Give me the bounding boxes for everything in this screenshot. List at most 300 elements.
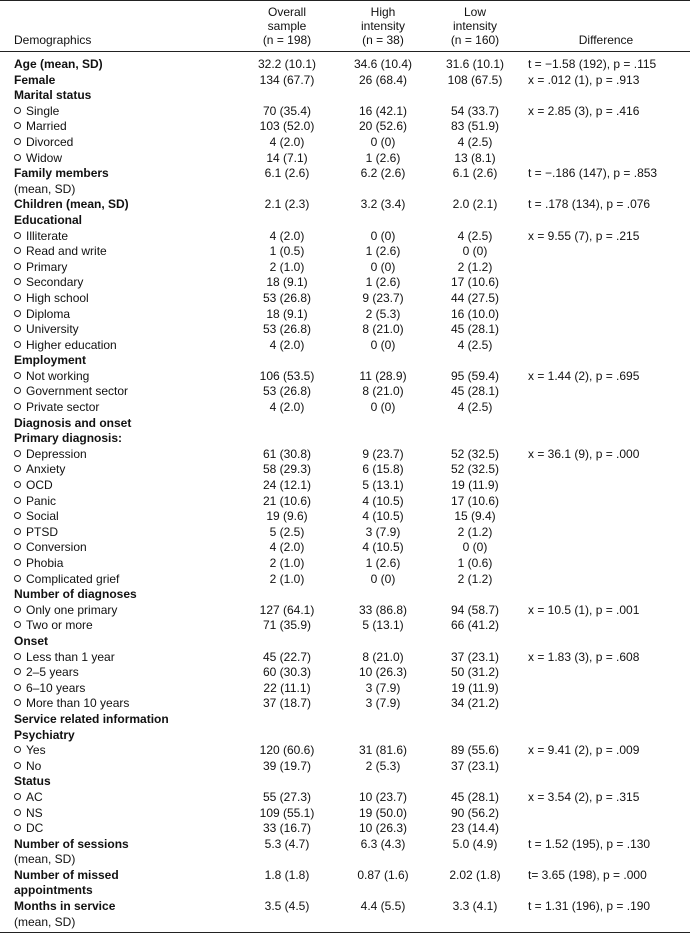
- low-intensity-value: 45 (28.1): [450, 322, 500, 337]
- low-intensity-value: 95 (59.4): [450, 368, 500, 383]
- difference-value: [522, 431, 690, 447]
- row-label: Read and write: [0, 244, 236, 260]
- high-intensity-value: 33 (86.8): [358, 602, 408, 617]
- difference-value: [522, 634, 690, 650]
- low-intensity-value: 45 (28.1): [450, 384, 500, 399]
- overall-value: [236, 353, 338, 369]
- table-row: [0, 572, 690, 588]
- overall-value: 103 (52.0): [259, 119, 315, 134]
- table-row: [0, 260, 690, 276]
- row-label: PTSD: [0, 525, 236, 541]
- low-intensity-value: [428, 728, 522, 744]
- high-intensity-value: [338, 587, 428, 603]
- overall-value: 2.1 (2.3): [264, 197, 310, 212]
- bullet-circle-icon: [14, 762, 21, 769]
- high-intensity-value: [338, 634, 428, 650]
- table-row: [0, 634, 690, 650]
- table-row: [0, 291, 690, 307]
- difference-value: [522, 119, 690, 135]
- row-label: Age (mean, SD): [14, 57, 103, 71]
- row-label: Number of missed appointments: [14, 867, 119, 898]
- table-row: [0, 743, 690, 759]
- row-label: Private sector: [0, 400, 236, 416]
- high-intensity-value: 20 (52.6): [358, 119, 408, 134]
- difference-value: [522, 478, 690, 494]
- table-row: [0, 806, 690, 822]
- table-row: [0, 52, 690, 73]
- bullet-circle-icon: [14, 450, 21, 457]
- row-label: More than 10 years: [0, 696, 236, 712]
- low-intensity-value: 23 (14.4): [450, 821, 500, 836]
- table-row: [0, 821, 690, 837]
- bullet-circle-icon: [14, 621, 21, 628]
- high-intensity-value: 10 (26.3): [358, 821, 408, 836]
- overall-value: 4 (2.0): [269, 540, 305, 555]
- overall-value: 2 (1.0): [269, 556, 305, 570]
- bullet-circle-icon: [14, 310, 21, 317]
- difference-value: [522, 322, 690, 338]
- bullet-circle-icon: [14, 107, 21, 114]
- high-intensity-value: [338, 213, 428, 229]
- low-intensity-value: 2 (1.2): [457, 259, 493, 274]
- table-row: [0, 166, 690, 197]
- overall-value: 21 (10.6): [262, 493, 312, 508]
- row-label: Anxiety: [0, 462, 236, 478]
- header-overall: Overall sample (n = 198): [236, 1, 338, 52]
- row-label: NS: [0, 806, 236, 822]
- bullet-circle-icon: [14, 138, 21, 145]
- table-row: [0, 525, 690, 541]
- overall-value: 18 (9.1): [266, 275, 308, 290]
- table-row: [0, 618, 690, 634]
- table-row: [0, 774, 690, 790]
- row-label: No: [0, 759, 236, 775]
- difference-value: x = 2.85 (3), p = .416: [528, 103, 640, 118]
- difference-value: [522, 759, 690, 775]
- high-intensity-value: 0 (0): [370, 337, 396, 352]
- row-label: AC: [0, 790, 236, 806]
- row-label: Panic: [0, 494, 236, 510]
- table-row: [0, 696, 690, 712]
- high-intensity-value: 19 (50.0): [358, 805, 408, 820]
- high-intensity-value: 1 (2.6): [365, 556, 401, 570]
- header-demographics: Demographics: [0, 1, 236, 52]
- row-label: Secondary: [0, 275, 236, 291]
- row-label: Marital status: [14, 88, 92, 103]
- low-intensity-value: 15 (9.4): [454, 509, 496, 524]
- low-intensity-value: 0 (0): [462, 540, 488, 555]
- bullet-circle-icon: [14, 809, 21, 816]
- bullet-circle-icon: [14, 325, 21, 332]
- difference-value: [522, 572, 690, 588]
- difference-value: x = 1.83 (3), p = .608: [528, 649, 640, 664]
- overall-value: 24 (12.1): [262, 478, 312, 493]
- row-label: Depression: [0, 447, 236, 463]
- row-label: University: [0, 322, 236, 338]
- overall-value: 5 (2.5): [269, 524, 305, 539]
- high-intensity-value: 3 (7.9): [365, 696, 401, 711]
- header-low-intensity: Low intensity (n = 160): [428, 1, 522, 52]
- row-label: Diploma: [0, 307, 236, 323]
- low-intensity-value: 19 (11.9): [451, 478, 499, 493]
- difference-value: [522, 275, 690, 291]
- table-row: [0, 462, 690, 478]
- bullet-circle-icon: [14, 528, 21, 535]
- overall-value: 33 (16.7): [262, 821, 312, 836]
- table-row: [0, 151, 690, 167]
- difference-value: t = 1.52 (195), p = .130: [528, 836, 651, 851]
- row-label: Yes: [0, 743, 236, 759]
- low-intensity-value: [428, 774, 522, 790]
- high-intensity-value: 0 (0): [370, 400, 396, 415]
- high-intensity-value: 1 (2.6): [365, 275, 401, 290]
- table-row: [0, 478, 690, 494]
- difference-value: [522, 338, 690, 354]
- bullet-circle-icon: [14, 512, 21, 519]
- difference-value: [522, 509, 690, 525]
- low-intensity-value: 2.02 (1.8): [449, 867, 501, 882]
- table-header: [0, 1, 690, 52]
- bullet-circle-icon: [14, 278, 21, 285]
- overall-value: [236, 587, 338, 603]
- difference-value: t = .178 (134), p = .076: [528, 197, 651, 212]
- low-intensity-value: 4 (2.5): [457, 228, 493, 243]
- overall-value: 3.5 (4.5): [236, 899, 338, 933]
- overall-value: 19 (9.6): [266, 509, 308, 524]
- low-intensity-value: 6.1 (2.6): [452, 166, 498, 181]
- difference-value: [522, 540, 690, 556]
- row-label: Number of sessions (mean, SD): [14, 836, 129, 867]
- table-row: [0, 369, 690, 385]
- high-intensity-value: 0.87 (1.6): [357, 867, 409, 882]
- high-intensity-value: 0 (0): [370, 134, 396, 149]
- bullet-circle-icon: [14, 793, 21, 800]
- row-label: Employment: [14, 353, 87, 368]
- row-label: Only one primary: [0, 603, 236, 619]
- overall-value: 39 (19.7): [262, 758, 312, 773]
- difference-value: [522, 353, 690, 369]
- high-intensity-value: 16 (42.1): [358, 103, 408, 118]
- difference-value: [522, 821, 690, 837]
- row-label: Conversion: [0, 540, 236, 556]
- row-label: Complicated grief: [0, 572, 236, 588]
- difference-value: [522, 494, 690, 510]
- high-intensity-value: 0 (0): [370, 228, 396, 243]
- bullet-circle-icon: [14, 824, 21, 831]
- table-row: [0, 650, 690, 666]
- low-intensity-value: 108 (67.5): [447, 72, 503, 87]
- high-intensity-value: 8 (21.0): [362, 649, 404, 664]
- table-row: [0, 73, 690, 89]
- difference-value: [522, 728, 690, 744]
- difference-value: [522, 244, 690, 260]
- table-row: [0, 353, 690, 369]
- difference-value: [522, 135, 690, 151]
- overall-value: 37 (18.7): [262, 696, 312, 711]
- low-intensity-value: 83 (51.9): [450, 119, 500, 134]
- low-intensity-value: 0 (0): [462, 244, 488, 259]
- bullet-circle-icon: [14, 543, 21, 550]
- overall-value: 14 (7.1): [266, 150, 308, 165]
- difference-value: [522, 696, 690, 712]
- table-row: [0, 400, 690, 416]
- table-row: [0, 587, 690, 603]
- row-label: Status: [14, 774, 51, 789]
- table-row: [0, 197, 690, 213]
- overall-value: 109 (55.1): [259, 805, 315, 820]
- overall-value: 4 (2.0): [269, 337, 305, 352]
- high-intensity-value: 1 (2.6): [365, 244, 401, 259]
- overall-value: [236, 88, 338, 104]
- bullet-circle-icon: [14, 122, 21, 129]
- table-row: [0, 322, 690, 338]
- overall-value: 2 (1.0): [269, 259, 305, 274]
- overall-value: [236, 416, 338, 432]
- table-row: [0, 384, 690, 400]
- difference-value: [522, 587, 690, 603]
- high-intensity-value: 0 (0): [370, 571, 396, 586]
- row-label: Higher education: [0, 338, 236, 354]
- row-label: Married: [0, 119, 236, 135]
- row-label: Government sector: [0, 384, 236, 400]
- high-intensity-value: [338, 353, 428, 369]
- table-row: [0, 88, 690, 104]
- low-intensity-value: [428, 712, 522, 728]
- overall-value: 71 (35.9): [262, 618, 312, 633]
- difference-value: [522, 525, 690, 541]
- difference-value: x = 9.41 (2), p = .009: [528, 743, 640, 758]
- overall-value: 120 (60.6): [259, 743, 315, 758]
- difference-value: [522, 400, 690, 416]
- table-row: [0, 275, 690, 291]
- bullet-circle-icon: [14, 341, 21, 348]
- high-intensity-value: 0 (0): [370, 259, 396, 274]
- table-row: [0, 556, 690, 572]
- high-intensity-value: 11 (28.9): [359, 368, 407, 383]
- overall-value: 53 (26.8): [262, 322, 312, 337]
- difference-value: x = 36.1 (9), p = .000: [528, 446, 640, 461]
- row-label: Number of diagnoses: [14, 587, 137, 602]
- row-label: Divorced: [0, 135, 236, 151]
- table-row: [0, 868, 690, 899]
- table-row: [0, 790, 690, 806]
- high-intensity-value: 5 (13.1): [362, 478, 404, 493]
- row-label: Onset: [14, 633, 49, 648]
- row-label: Children (mean, SD): [14, 197, 129, 212]
- overall-value: 5.3 (4.7): [264, 836, 310, 851]
- bullet-circle-icon: [14, 606, 21, 613]
- table-row: [0, 119, 690, 135]
- bullet-circle-icon: [14, 699, 21, 706]
- row-label: 6–10 years: [0, 681, 236, 697]
- low-intensity-value: [428, 634, 522, 650]
- overall-value: 32.2 (10.1): [257, 57, 317, 71]
- high-intensity-value: [338, 728, 428, 744]
- row-label: Social: [0, 509, 236, 525]
- bullet-circle-icon: [14, 465, 21, 472]
- low-intensity-value: 16 (10.0): [450, 306, 500, 321]
- difference-value: x = 9.55 (7), p = .215: [528, 228, 640, 243]
- difference-value: [522, 213, 690, 229]
- row-label: Not working: [0, 369, 236, 385]
- difference-value: [522, 462, 690, 478]
- overall-value: [236, 774, 338, 790]
- difference-value: [522, 384, 690, 400]
- low-intensity-value: [428, 213, 522, 229]
- difference-value: x = .012 (1), p = .913: [528, 72, 640, 87]
- bullet-circle-icon: [14, 154, 21, 161]
- overall-value: [236, 431, 338, 447]
- high-intensity-value: [338, 712, 428, 728]
- low-intensity-value: 37 (23.1): [450, 758, 500, 773]
- bullet-circle-icon: [14, 387, 21, 394]
- difference-value: [522, 556, 690, 572]
- difference-value: t = −1.58 (192), p = .115: [528, 57, 657, 71]
- low-intensity-value: 94 (58.7): [450, 602, 500, 617]
- high-intensity-value: 1 (2.6): [365, 150, 401, 165]
- header-high-intensity: High intensity (n = 38): [338, 1, 428, 52]
- low-intensity-value: 50 (31.2): [450, 665, 500, 680]
- table-row: [0, 416, 690, 432]
- table-row: [0, 244, 690, 260]
- bullet-circle-icon: [14, 684, 21, 691]
- table-row: [0, 681, 690, 697]
- difference-value: [522, 88, 690, 104]
- high-intensity-value: [338, 88, 428, 104]
- high-intensity-value: 5 (13.1): [362, 618, 404, 633]
- low-intensity-value: [428, 587, 522, 603]
- table-row: [0, 135, 690, 151]
- row-label: Primary diagnosis:: [14, 431, 123, 446]
- high-intensity-value: 4.4 (5.5): [338, 899, 428, 933]
- high-intensity-value: 4 (10.5): [362, 493, 404, 508]
- overall-value: 4 (2.0): [269, 134, 305, 149]
- high-intensity-value: 26 (68.4): [358, 72, 408, 87]
- overall-value: 70 (35.4): [262, 103, 312, 118]
- bullet-circle-icon: [14, 668, 21, 675]
- difference-value: [522, 774, 690, 790]
- row-label: Psychiatry: [14, 727, 75, 742]
- difference-value: [522, 416, 690, 432]
- row-label: Female: [14, 72, 56, 87]
- high-intensity-value: 2 (5.3): [365, 306, 401, 321]
- difference-value: [522, 665, 690, 681]
- difference-value: [522, 260, 690, 276]
- low-intensity-value: 17 (10.6): [450, 275, 500, 290]
- bullet-circle-icon: [14, 746, 21, 753]
- high-intensity-value: [338, 416, 428, 432]
- bullet-circle-icon: [14, 263, 21, 270]
- row-label: OCD: [0, 478, 236, 494]
- overall-value: 22 (11.1): [263, 680, 311, 695]
- row-label: Two or more: [0, 618, 236, 634]
- low-intensity-value: [428, 88, 522, 104]
- row-label: Primary: [0, 260, 236, 276]
- high-intensity-value: 10 (26.3): [358, 665, 408, 680]
- high-intensity-value: [338, 431, 428, 447]
- difference-value: [522, 806, 690, 822]
- overall-value: 18 (9.1): [266, 306, 308, 321]
- table-row: [0, 665, 690, 681]
- bullet-circle-icon: [14, 497, 21, 504]
- difference-value: x = 10.5 (1), p = .001: [528, 602, 640, 617]
- difference-value: t = 1.31 (196), p = .190: [522, 899, 690, 933]
- low-intensity-value: 52 (32.5): [450, 446, 500, 461]
- table-row: [0, 338, 690, 354]
- difference-value: [522, 291, 690, 307]
- overall-value: 1.8 (1.8): [264, 867, 310, 882]
- overall-value: 53 (26.8): [262, 384, 312, 399]
- row-label: Months in service (mean, SD): [0, 899, 236, 933]
- difference-value: t = −.186 (147), p = .853: [528, 166, 658, 181]
- low-intensity-value: 37 (23.1): [450, 649, 500, 664]
- row-label: Single: [0, 104, 236, 120]
- overall-value: 45 (22.7): [262, 649, 312, 664]
- bullet-circle-icon: [14, 294, 21, 301]
- overall-value: [236, 712, 338, 728]
- row-label: Illiterate: [0, 229, 236, 245]
- low-intensity-value: 4 (2.5): [457, 400, 493, 415]
- table-row: [0, 712, 690, 728]
- high-intensity-value: 2 (5.3): [365, 758, 401, 773]
- high-intensity-value: 6.2 (2.6): [360, 166, 406, 181]
- difference-value: [522, 151, 690, 167]
- overall-value: 134 (67.7): [259, 72, 315, 87]
- bullet-circle-icon: [14, 372, 21, 379]
- high-intensity-value: 4 (10.5): [362, 540, 404, 555]
- low-intensity-value: 31.6 (10.1): [445, 57, 505, 71]
- low-intensity-value: 4 (2.5): [457, 134, 493, 149]
- low-intensity-value: [428, 416, 522, 432]
- bullet-circle-icon: [14, 481, 21, 488]
- row-label: Educational: [14, 212, 83, 227]
- high-intensity-value: 3.2 (3.4): [360, 197, 406, 212]
- high-intensity-value: 4 (10.5): [362, 509, 404, 524]
- low-intensity-value: 89 (55.6): [450, 743, 500, 758]
- high-intensity-value: 6 (15.8): [362, 462, 404, 477]
- bullet-circle-icon: [14, 653, 21, 660]
- overall-value: 53 (26.8): [262, 290, 312, 305]
- table-row: [0, 509, 690, 525]
- high-intensity-value: 8 (21.0): [362, 322, 404, 337]
- overall-value: 127 (64.1): [259, 602, 315, 617]
- low-intensity-value: 45 (28.1): [450, 789, 500, 804]
- overall-value: [236, 728, 338, 744]
- table-row: [0, 728, 690, 744]
- low-intensity-value: 54 (33.7): [450, 103, 500, 118]
- overall-value: 4 (2.0): [269, 400, 305, 415]
- table-row: [0, 540, 690, 556]
- overall-value: [236, 213, 338, 229]
- overall-value: 61 (30.8): [262, 446, 312, 461]
- overall-value: 6.1 (2.6): [264, 166, 310, 181]
- bullet-circle-icon: [14, 575, 21, 582]
- difference-value: x = 3.54 (2), p = .315: [528, 789, 640, 804]
- overall-value: 58 (29.3): [262, 462, 312, 477]
- row-label: Service related information: [14, 711, 169, 726]
- table-row: [0, 104, 690, 120]
- high-intensity-value: 3 (7.9): [365, 524, 401, 539]
- bullet-circle-icon: [14, 403, 21, 410]
- bullet-circle-icon: [14, 559, 21, 566]
- low-intensity-value: 5.0 (4.9): [452, 836, 498, 851]
- row-label: Family members (mean, SD): [14, 166, 109, 196]
- low-intensity-value: 2.0 (2.1): [452, 197, 498, 212]
- low-intensity-value: 2 (1.2): [457, 571, 493, 586]
- low-intensity-value: 13 (8.1): [454, 150, 496, 165]
- row-label: Less than 1 year: [0, 650, 236, 666]
- overall-value: 60 (30.3): [262, 665, 312, 680]
